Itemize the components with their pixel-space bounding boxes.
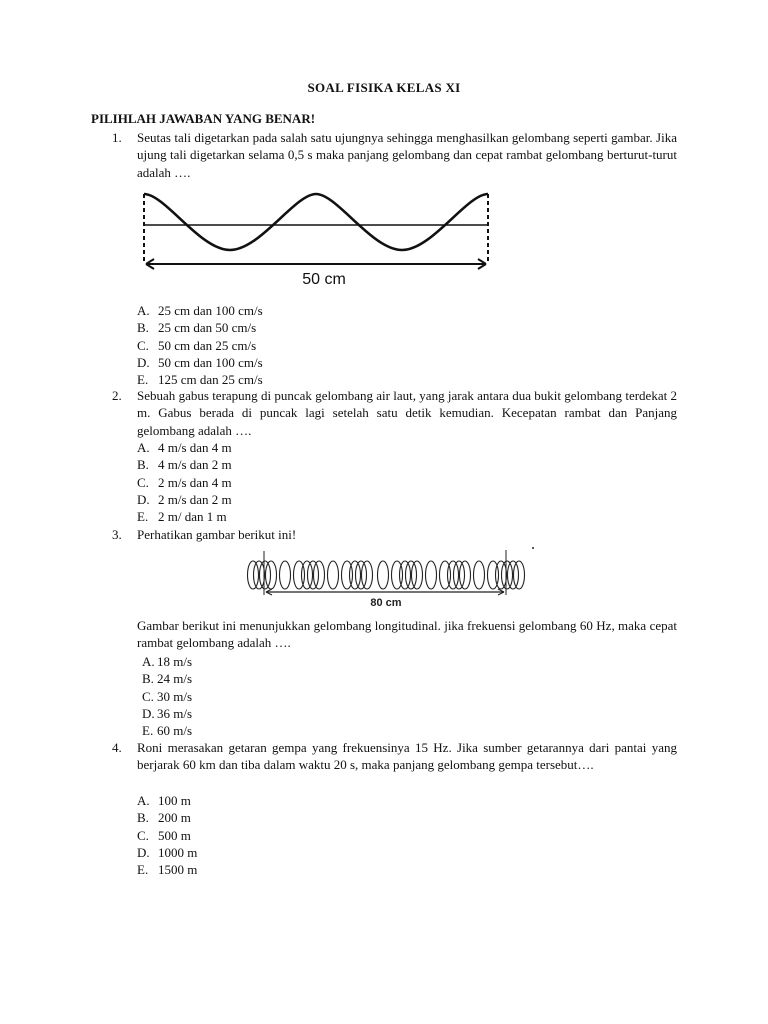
question-text: Seutas tali digetarkan pada salah satu ujungnya sehingga menghasilkan gelombang seperti gambar. Jika ujung tali digetarkan selama 0,5 s maka panjang gelombang dan cepat rambat gelombang berturut-turut adalah …. xyxy=(137,130,677,180)
option-a[interactable]: A. 4 m/s dan 4 m xyxy=(137,440,232,455)
options-q3 xyxy=(142,653,192,739)
question-3 xyxy=(112,526,677,543)
options-q4 xyxy=(137,792,197,878)
spring-coil xyxy=(426,561,437,589)
wave-length-label: 80 cm xyxy=(370,597,402,609)
question-number: 3. xyxy=(112,527,122,542)
wave-length-label: 50 cm xyxy=(302,271,346,288)
question-number: 2. xyxy=(112,388,122,403)
option-c[interactable]: C. 2 m/s dan 4 m xyxy=(137,474,232,490)
option-c[interactable]: C. 50 cm dan 25 cm/s xyxy=(137,337,257,353)
instruction-heading: PILIHLAH JAWABAN YANG BENAR! xyxy=(91,111,316,126)
option-e[interactable]: E. 1500 m xyxy=(137,862,198,878)
option-a[interactable]: A. 18 m/s xyxy=(142,654,193,669)
wave-curve xyxy=(144,194,488,250)
spring-coil xyxy=(328,561,339,589)
spring-coils xyxy=(248,561,525,589)
spring-coil xyxy=(378,561,389,589)
question-text: Sebuah gabus terapung di puncak gelombang air laut, yang jarak antara dua bukit gelombang terdekat 2 m. Gabus berada di puncak lagi setelah satu detik kemudian. Kecepatan rambat dan Panjang gelombang adalah …. xyxy=(137,388,677,438)
longitudinal-wave-figure xyxy=(238,542,550,610)
option-a[interactable]: A. 100 m xyxy=(137,793,191,808)
option-a[interactable]: A. 25 cm dan 100 cm/s xyxy=(137,303,263,318)
question-1 xyxy=(112,129,677,181)
option-b[interactable]: B. 24 m/s xyxy=(142,671,193,687)
transverse-wave-figure xyxy=(134,186,502,288)
question-text: Roni merasakan getaran gempa yang frekuensinya 15 Hz. Jika sumber getarannya dari pantai yang berjarak 60 km dan tiba dalam waktu 20 s, maka panjang gelombang gempa tersebut…. xyxy=(137,740,677,773)
question-3-continued xyxy=(112,617,677,652)
option-c[interactable]: C. 500 m xyxy=(137,827,191,843)
option-d[interactable]: D. 2 m/s dan 2 m xyxy=(137,491,232,507)
question-number: 4. xyxy=(112,740,122,755)
spring-coil xyxy=(474,561,485,589)
option-d[interactable]: D. 50 cm dan 100 cm/s xyxy=(137,354,263,370)
option-e[interactable]: E. 60 m/s xyxy=(142,723,193,739)
question-4 xyxy=(112,739,677,774)
question-2 xyxy=(112,387,677,439)
option-d[interactable]: D. 36 m/s xyxy=(142,705,193,721)
option-b[interactable]: B. 4 m/s dan 2 m xyxy=(137,457,232,473)
spring-coil xyxy=(280,561,291,589)
option-b[interactable]: B. 200 m xyxy=(137,810,191,826)
option-b[interactable]: B. 25 cm dan 50 cm/s xyxy=(137,320,257,336)
option-c[interactable]: C. 30 m/s xyxy=(142,688,193,704)
option-d[interactable]: D. 1000 m xyxy=(137,844,198,860)
question-number: 1. xyxy=(112,130,122,145)
option-e[interactable]: E. 125 cm dan 25 cm/s xyxy=(137,372,263,388)
question-text: Perhatikan gambar berikut ini! xyxy=(137,527,297,542)
option-e[interactable]: E. 2 m/ dan 1 m xyxy=(137,509,227,525)
options-q2 xyxy=(137,439,232,525)
page-title: SOAL FISIKA KELAS XI xyxy=(307,80,461,95)
options-q1 xyxy=(137,302,263,388)
question-text: Gambar berikut ini menunjukkan gelombang longitudinal. jika frekuensi gelombang 60 Hz, maka cepat rambat gelombang adalah …. xyxy=(137,618,677,651)
